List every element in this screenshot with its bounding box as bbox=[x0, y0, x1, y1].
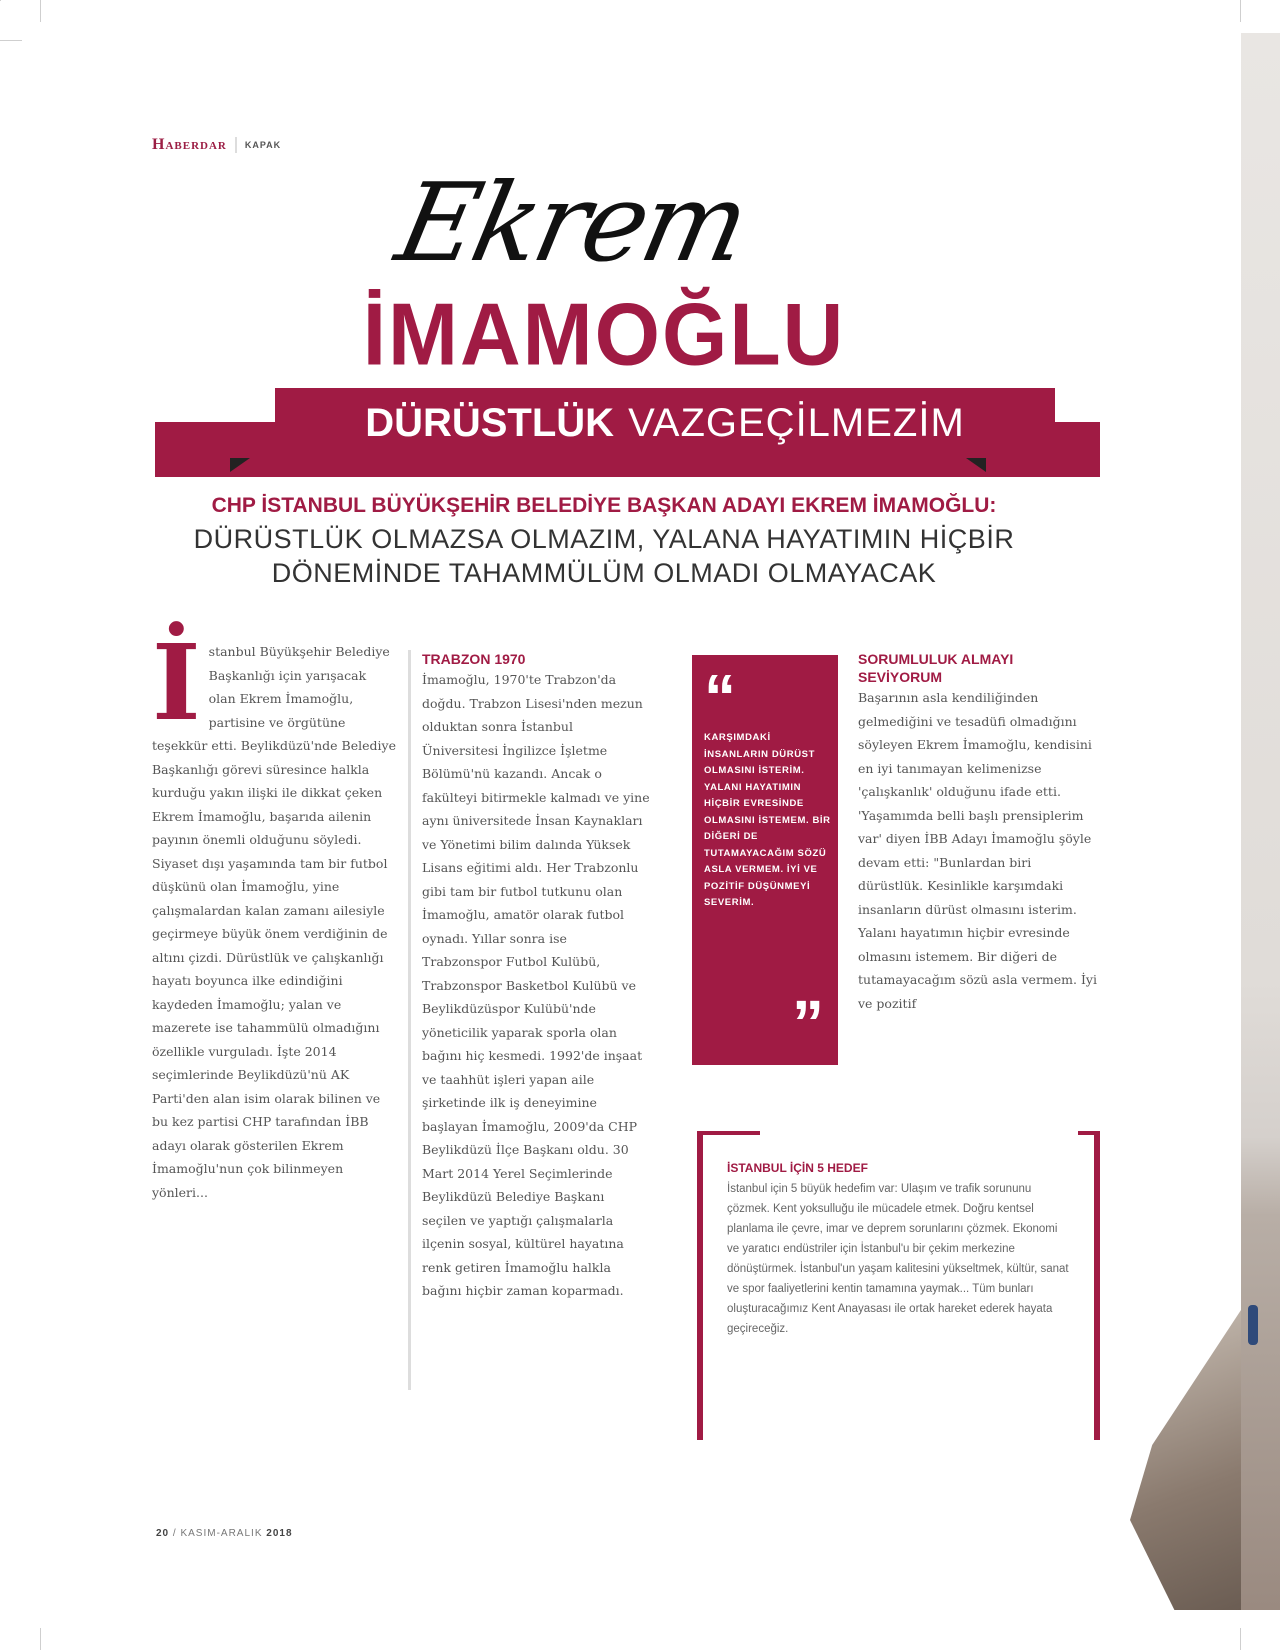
ribbon-fold-left bbox=[230, 458, 250, 472]
crop-mark-bottom-left bbox=[40, 1628, 41, 1650]
first-name-signature: Ekrem bbox=[386, 161, 756, 286]
crop-mark-left-top bbox=[0, 40, 22, 41]
section-label: KAPAK bbox=[244, 140, 282, 150]
column-2-heading: TRABZON 1970 bbox=[422, 651, 526, 667]
subtitle-speaker: CHP İSTANBUL BÜYÜKŞEHİR BELEDİYE BAŞKAN ADAYI EKREM İMAMOĞLU: bbox=[211, 494, 997, 517]
infobox-top-left-rule bbox=[697, 1131, 760, 1135]
column-1-text: stanbul Büyükşehir Belediye Başkanlığı için yarışacak olan Ekrem İmamoğlu, partisine ve örgütüne teşekkür etti. Beylikdüzü'nde Belediye Başkanlığı görevi süresince halkla kurduğu yakın ilişki ile dikkat çeken Ekrem İmamoğlu, başarıda ailenin payının önemli olduğunu söyledi. Siyaset dışı yaşamında tam bir futbol düşkünü olan İmamoğlu, yine çalışmalardan kalan zamanı ailesiyle geçirmeye büyük önem verdiğinin de altını çizdi. Dürüstlük ve çalışkanlığı hayatı boyunca ilke edindiğini kaydeden İmamoğlu; yalan ve mazerete ise tahammülü olmadığını özellikle vurguladı. İşte 2014 seçimlerinde Beylikdüzü'nü AK Parti'den alan isim olarak bilinen ve bu kez partisi CHP tarafından İBB adayı olarak gösterilen Ekrem İmamoğlu'nun çok bilinmeyen yönleri... bbox=[152, 644, 396, 1200]
portrait-photo-edge bbox=[1241, 33, 1280, 1610]
column-divider bbox=[408, 650, 411, 1390]
open-quote-icon: “ bbox=[704, 661, 736, 733]
subtitle-quote-text: DÜRÜSTLÜK OLMAZSA OLMAZIM, YALANA HAYATIMIN HİÇBİR DÖNEMİNDE TAHAMMÜLÜM OLMADI OLMAYACAK bbox=[193, 524, 1015, 588]
column-4-text: Başarının asla kendiliğinden gelmediğini ve tesadüfi olmadığını söyleyen Ekrem İmamoğlu, kendisini en iyi tanımayan kelimenizse 'çalışkanlık' olduğunu ifade etti. 'Yaşamımda belli başlı prensiplerim var' diyen İBB Adayı İmamoğlu şöyle devam etti: "Bunlardan biri dürüstlük. Kesinlikle karşımdaki insanların dürüst olmasını isterim. Yalanı hayatımın hiçbir evresinde olmasını istemem. Bir diğeri de tutamayacağım sözü asla vermem. İyi ve pozitif bbox=[858, 690, 1097, 1011]
portrait-photo-detail bbox=[1248, 1305, 1258, 1345]
article-column-4 bbox=[858, 650, 1098, 1015]
crop-mark-top-left bbox=[40, 0, 41, 22]
headline-light: VAZGEÇİLMEZİM bbox=[628, 400, 965, 445]
drop-cap: İ bbox=[152, 621, 201, 744]
subtitle-quote bbox=[0, 522, 1208, 590]
column-4-heading: SORUMLULUK ALMAYI SEVİYORUM bbox=[858, 651, 1014, 685]
article-column-1 bbox=[152, 621, 397, 1204]
surname-title: İMAMOĞLU bbox=[362, 284, 846, 384]
article-column-2 bbox=[422, 650, 650, 1303]
issue-year: 2018 bbox=[266, 1528, 293, 1539]
column-2-text: İmamoğlu, 1970'te Trabzon'da doğdu. Trabzon Lisesi'nden mezun olduktan sonra İstanbul Üniversitesi İngilizce İşletme Bölümü'nü kazandı. Ancak o fakülteyi bitirmekle kalmadı ve yine aynı üniversitede İnsan Kaynakları ve Yönetimi bilim dalında Yüksek Lisans eğitimi aldı. Her Trabzonlu gibi tam bir futbol tutkunu olan İmamoğlu, amatör olarak futbol oynadı. Yıllar sonra ise Trabzonspor Futbol Kulübü, Trabzonspor Basketbol Kulübü ve Beylikdüzüspor Kulübü'nde yöneticilik yaparak sporla olan bağını hiç kesmedi. 1992'de inşaat ve taahhüt işleri yapan aile şirketinde ilk iş deneyimine başlayan İmamoğlu, 2009'da CHP Beylikdüzü İlçe Başkanı oldu. 30 Mart 2014 Yerel Seçimlerinde Beylikdüzü Belediye Başkanı seçilen ve yaptığı çalışmalarla ilçenin sosyal, kültürel hayatına renk getiren İmamoğlu halkla bağını hiçbir zaman koparmadı. bbox=[422, 672, 650, 1298]
pull-quote-text: KARŞIMDAKİ İNSANLARIN DÜRÜST OLMASINI İSTERİM. YALANI HAYATIMIN HİÇBİR EVRESİNDE OLMASINI İSTEMEM. BİR DİĞERİ DE TUTAMAYACAĞIM SÖZÜ ASLA VERMEM. İYİ VE POZİTİF DÜŞÜNMEYİ SEVERİM. bbox=[704, 732, 831, 908]
goals-infobox bbox=[697, 1131, 1100, 1440]
crop-mark-top-right bbox=[1240, 0, 1241, 22]
infobox-heading: İSTANBUL İÇİN 5 HEDEF bbox=[727, 1161, 868, 1175]
page-header bbox=[152, 136, 281, 154]
page-footer bbox=[156, 1528, 293, 1539]
infobox-right-border bbox=[1094, 1131, 1100, 1440]
pull-quote-box bbox=[692, 655, 838, 1065]
footer-separator: / bbox=[172, 1528, 177, 1539]
magazine-brand: Haberdar bbox=[152, 136, 227, 153]
infobox-text: İstanbul için 5 büyük hedefim var: Ulaşım ve trafik sorununu çözmek. Kent yoksulluğu ile mücadele etmek. Doğru kentsel planlama ile çevre, imar ve deprem sorunlarını çözmek. Ekonomi ve yaratıcı endüstriler için İstanbul'u bir çekim merkezine dönüştürmek. İstanbul'un yaşam kalitesini yükseltmek, kültür, sanat ve spor faaliyetlerini kentin tamamına yaymak... Tüm bunları oluşturacağımız Kent Anayasası ile ortak hareket ederek hayata geçireceğiz. bbox=[727, 1183, 1069, 1335]
header-divider bbox=[235, 137, 237, 153]
infobox-left-border bbox=[697, 1131, 703, 1440]
issue-months: KASIM-ARALIK bbox=[180, 1528, 263, 1539]
headline-ribbon bbox=[275, 388, 1055, 458]
infobox-top-right-rule bbox=[1078, 1131, 1100, 1135]
crop-mark bbox=[0, 0, 1, 1]
ribbon-fold-right bbox=[966, 458, 986, 472]
close-quote-icon: ” bbox=[792, 987, 824, 1059]
crop-mark-bottom-right bbox=[1240, 1628, 1241, 1650]
portrait-photo-shoulder bbox=[1130, 1310, 1241, 1610]
headline-bold: DÜRÜSTLÜK bbox=[365, 400, 615, 445]
page-number: 20 bbox=[156, 1528, 170, 1539]
